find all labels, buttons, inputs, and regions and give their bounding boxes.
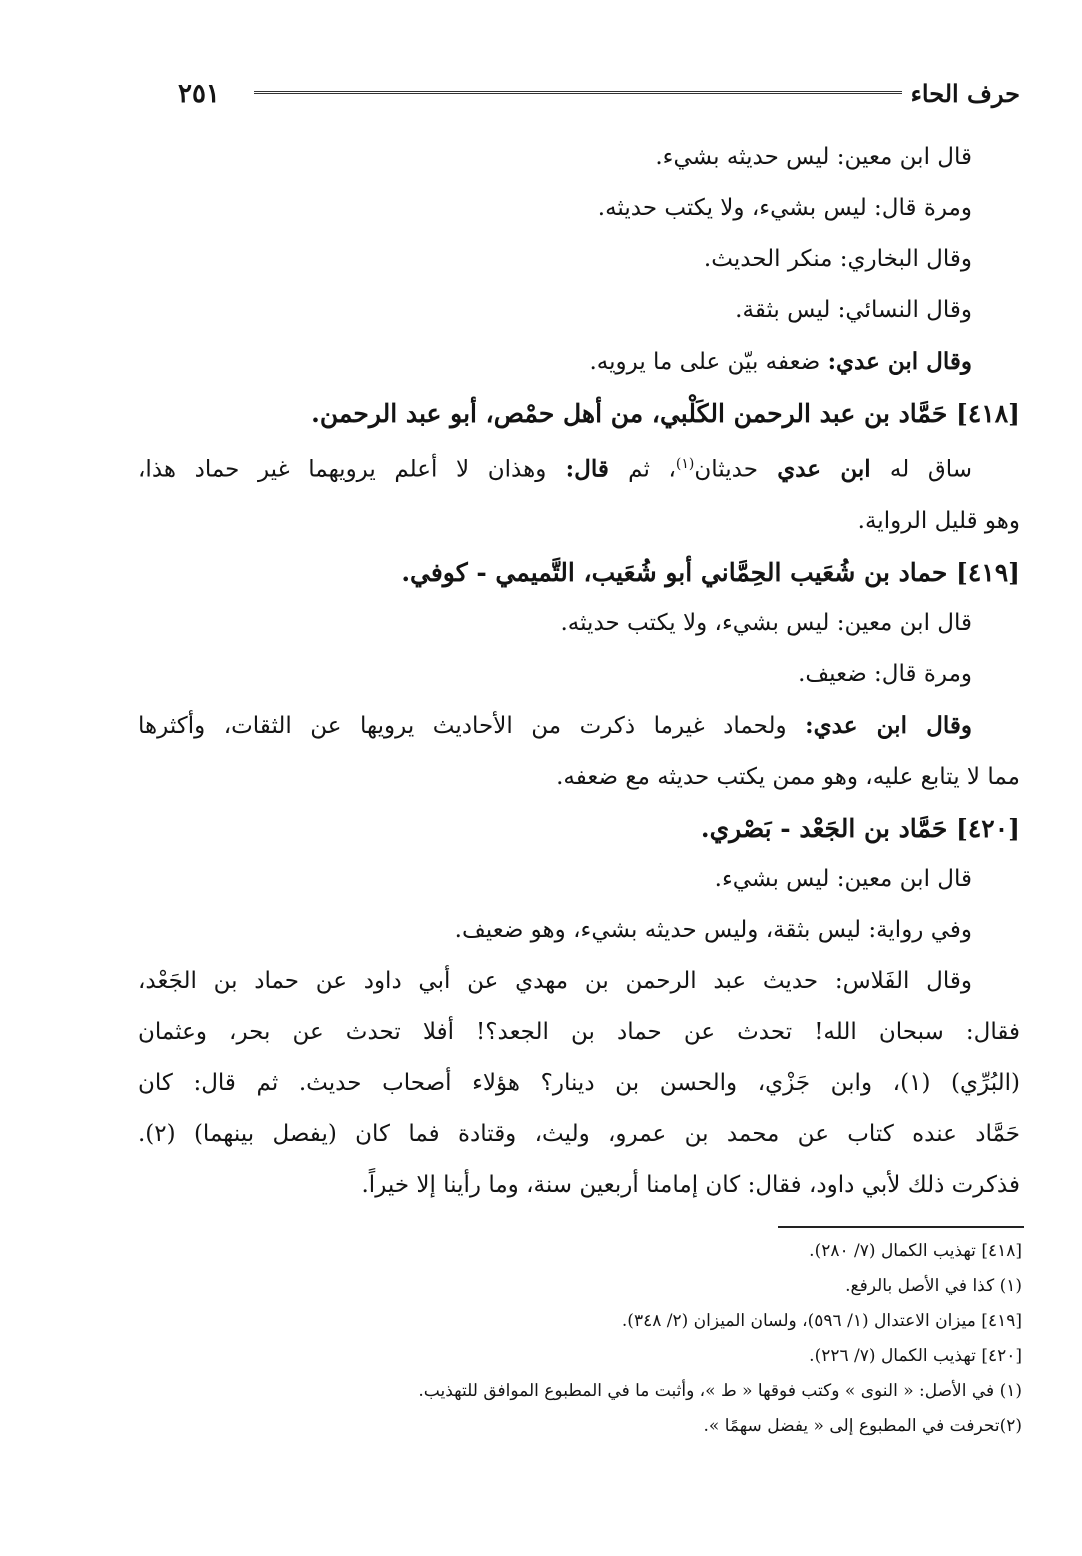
- text-line: وهو قليل الرواية.: [857, 507, 1020, 534]
- text-line: مما لا يتابع عليه، وهو ممن يكتب حديثه مع ضعفه.: [556, 763, 1020, 790]
- speaker-lead: ابن عدي: [757, 455, 890, 483]
- text-line: فقال: سبحان الله! تحدث عن حماد بن الجعد؟! أفلا تحدث عن بحر، وعثمان: [138, 1018, 1020, 1045]
- text-line: وقال النسائي: ليس بثقة.: [735, 297, 972, 323]
- text-line: [138, 439, 1020, 496]
- text-line: حَمَّاد عنده كتاب عن محمد بن عمرو، وليث، وقتادة فما كان (يفصل بينهما) (٢).: [138, 1120, 1020, 1147]
- entry-title-418: [٤١٨] حَمَّاد بن عبد الرحمن الكَلْبي، من أهل حمْص، أبو عبد الرحمن.: [311, 399, 1020, 428]
- main-text: [138, 132, 1020, 1211]
- text-line: (البُرِّي) (١)، وابن جَزْي، والحسن بن دينار؟ هؤلاء أصحاب حديث. ثم قال: كان: [138, 1069, 1020, 1096]
- footnote: [٤١٨] تهذيب الكمال (٧/ ٢٨٠).: [809, 1241, 1022, 1261]
- speaker-lead: وقال ابن عدي:: [805, 711, 972, 739]
- text-line: ومرة قال: ليس بشيء، ولا يكتب حديثه.: [597, 195, 972, 221]
- entry-title-419: [٤١٩] حماد بن شُعَيب الحِمَّاني أبو شُعَيب، التَّميمي - كوفي.: [401, 557, 1020, 587]
- footnote: [٤١٩] ميزان الاعتدال (١/ ٥٩٦)، ولسان الميزان (٢/ ٣٤٨).: [621, 1311, 1022, 1331]
- page-header: [178, 76, 1020, 116]
- text-line: فذكرت ذلك لأبي داود، فقال: كان إمامنا أربعين سنة، وما رأينا إلا خيراً.: [361, 1171, 1020, 1198]
- text-line: وقال البخاري: منكر الحديث.: [703, 246, 972, 272]
- text-fragment: ، ثم: [628, 456, 676, 483]
- footnote: (١) كذا في الأصل بالرفع.: [845, 1276, 1022, 1296]
- text-line: وفي رواية: ليس بثقة، وليس حديثه بشيء، وهو ضعيف.: [454, 916, 972, 943]
- text-line: وقال الفَلاس: حديث عبد الرحمن بن مهدي عن أبي داود عن حماد بن الجَعْد،: [138, 967, 972, 994]
- text-line: قال ابن معين: ليس بشيء.: [714, 865, 972, 892]
- text-line: [138, 336, 1020, 388]
- text-line: ومرة قال: ضعيف.: [798, 660, 972, 687]
- text-line: قال ابن معين: ليس بشيء، ولا يكتب حديثه.: [560, 609, 972, 636]
- footnote: [٤٢٠] تهذيب الكمال (٧/ ٢٢٦).: [809, 1346, 1022, 1366]
- text-fragment: ضعفه بيّن على ما يرويه.: [589, 349, 828, 375]
- text-fragment: ساق له: [889, 456, 972, 483]
- running-title: حرف الحاء: [910, 79, 1020, 108]
- text-line: [138, 700, 1020, 752]
- page-number: ٢٥١: [178, 79, 220, 109]
- footnotes: [300, 1234, 1022, 1444]
- text-fragment: وهذان لا أعلم يرويهما غير حماد هذا،: [138, 456, 547, 483]
- text-fragment: ولحماد غيرما ذكرت من الأحاديث يرويها عن الثقات، وأكثرها: [138, 712, 806, 739]
- footnote: (١) في الأصل: « النوى » وكتب فوقها « ط »، وأثبت ما في المطبوع الموافق للتهذيب.: [418, 1381, 1022, 1401]
- entry-title-420: [٤٢٠] حَمَّاد بن الجَعْد - بَصْري.: [700, 813, 1020, 843]
- text-line: قال ابن معين: ليس حديثه بشيء.: [655, 144, 972, 170]
- header-rule: [254, 91, 902, 94]
- footnote: (٢)تحرفت في المطبوع إلى « يفضل سهمًا ».: [703, 1416, 1022, 1436]
- footnote-separator: [778, 1226, 1024, 1228]
- speaker-lead: وقال ابن عدي:: [827, 348, 972, 375]
- speaker-lead: قال:: [546, 455, 629, 483]
- footnote-ref: (١): [675, 456, 695, 472]
- text-fragment: حديثان: [694, 456, 758, 483]
